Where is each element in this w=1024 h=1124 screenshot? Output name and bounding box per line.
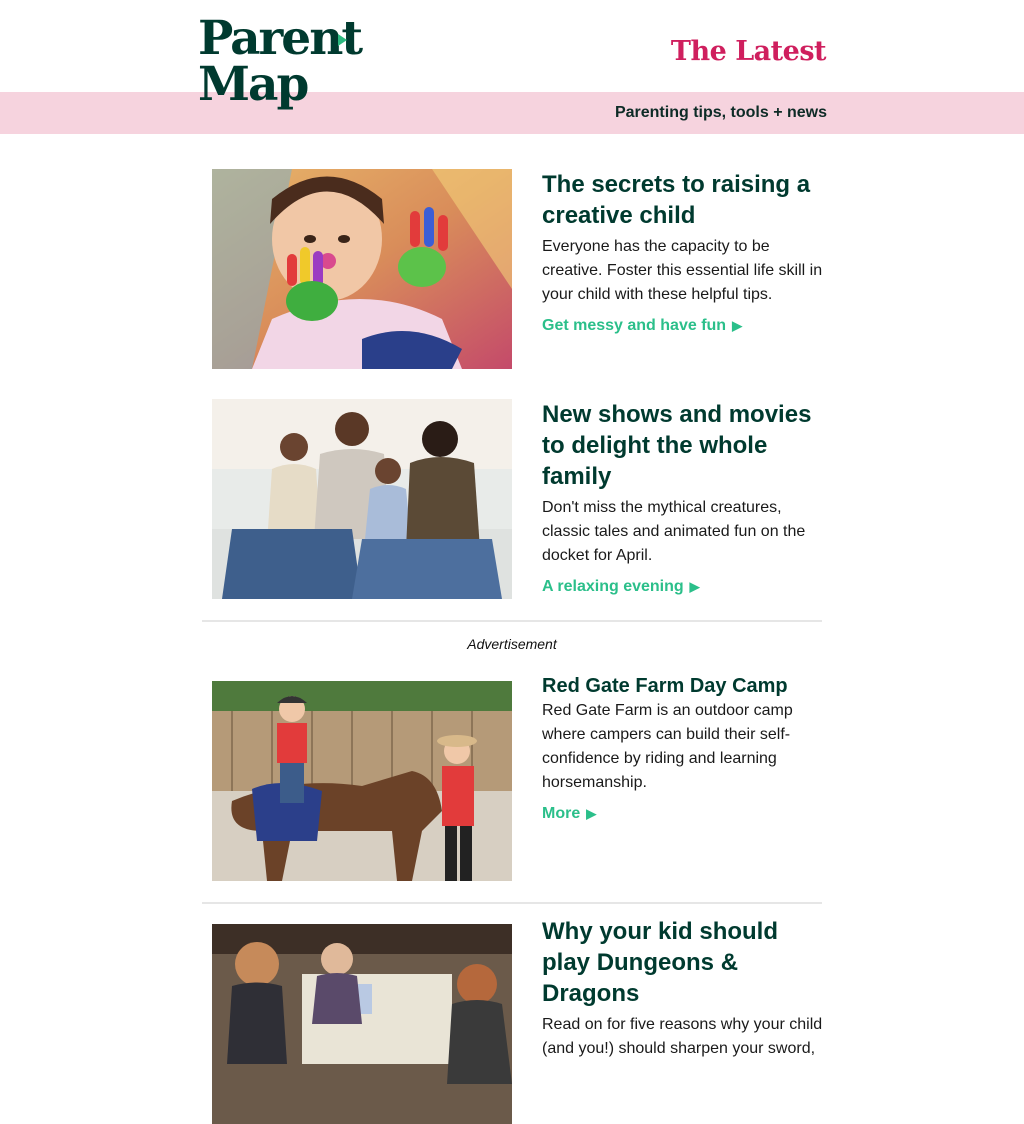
ad-title[interactable]: Red Gate Farm Day Camp — [542, 675, 788, 697]
logo-word-map: Map — [198, 57, 308, 112]
ad-description: Red Gate Farm is an outdoor camp where campers can build their self-confidence by riding and learning horsemanship. — [542, 702, 793, 791]
play-triangle-icon: ▶ — [586, 806, 597, 821]
divider — [202, 902, 822, 904]
play-triangle-icon: ▶ — [689, 579, 700, 594]
section-title: The Latest — [670, 36, 826, 67]
creative-child-image — [212, 169, 512, 369]
article-description: Read on for five reasons why your child (and you!) should sharpen your sword, — [542, 1016, 823, 1057]
parentmap-logo[interactable] — [198, 11, 362, 120]
article-image[interactable] — [212, 169, 512, 369]
read-more-label: A relaxing evening — [542, 578, 684, 595]
article-title[interactable]: New shows and movies to delight the whole family — [542, 401, 812, 490]
read-more-label: Get messy and have fun — [542, 317, 727, 334]
ad-image[interactable] — [212, 681, 512, 881]
article-title[interactable]: The secrets to raising a creative child — [542, 171, 811, 229]
article-description: Everyone has the capacity to be creative. Foster this essential life skill in your child with these helpful tips. — [542, 238, 823, 303]
tagline: Parenting tips, tools + news — [614, 104, 827, 121]
read-more-link[interactable] — [542, 578, 700, 596]
play-triangle-icon: ▶ — [732, 318, 743, 333]
article-image[interactable] — [212, 924, 512, 1124]
pony-camp-image — [212, 681, 512, 881]
family-tv-image — [212, 399, 512, 599]
article-image[interactable] — [212, 399, 512, 599]
tagline-band — [0, 92, 1024, 134]
logo-play-icon — [338, 34, 347, 46]
article-description: Don't miss the mythical creatures, classic tales and animated fun on the docket for April. — [542, 499, 806, 564]
read-more-link[interactable] — [542, 317, 742, 335]
email-header — [0, 0, 1024, 112]
dnd-game-image — [212, 924, 512, 1124]
divider — [202, 620, 822, 622]
more-label: More — [542, 805, 581, 822]
more-link[interactable] — [542, 805, 596, 823]
article-title[interactable]: Why your kid should play Dungeons & Dragons — [542, 918, 779, 1007]
logo-word-parent: Parent — [198, 11, 362, 66]
advertisement-label: Advertisement — [467, 636, 557, 652]
